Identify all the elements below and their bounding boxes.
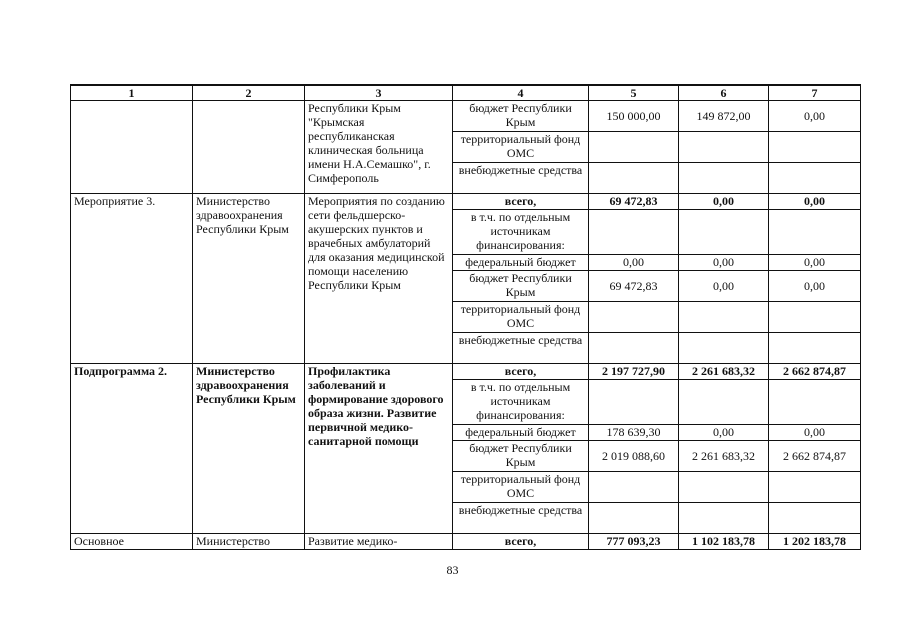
value-col7: [769, 503, 861, 534]
funding-source: территориальный фонд ОМС: [453, 302, 589, 333]
funding-source: внебюджетные средства: [453, 503, 589, 534]
block4-item-number: Основное: [71, 534, 193, 550]
value-col5: 69 472,83: [589, 271, 679, 302]
table-row: [71, 194, 861, 210]
value-col6: [679, 163, 769, 194]
value-col7: 0,00: [769, 271, 861, 302]
value-col7: [769, 210, 861, 255]
column-header-4: 4: [453, 85, 589, 101]
funding-source: федеральный бюджет: [453, 425, 589, 441]
value-col7: 0,00: [769, 194, 861, 210]
value-col7: [769, 132, 861, 163]
column-header-6: 6: [679, 85, 769, 101]
value-col7: [769, 380, 861, 425]
value-col7: [769, 163, 861, 194]
value-col5: [589, 302, 679, 333]
value-col6: [679, 132, 769, 163]
value-col5: 69 472,83: [589, 194, 679, 210]
block2-item-number: Мероприятие 3.: [71, 194, 193, 364]
value-col7: 2 662 874,87: [769, 441, 861, 472]
funding-source: территориальный фонд ОМС: [453, 132, 589, 163]
funding-source: бюджет Республики Крым: [453, 101, 589, 132]
value-col7: 0,00: [769, 101, 861, 132]
block4-item-name: Развитие медико-: [305, 534, 453, 550]
funding-source-total: всего,: [453, 194, 589, 210]
block1-col1: [71, 101, 193, 194]
page-number: 83: [446, 563, 459, 577]
block1-col2: [193, 101, 305, 194]
value-col7: 1 202 183,78: [769, 534, 861, 550]
funding-source: внебюджетные средства: [453, 163, 589, 194]
value-col5: 178 639,30: [589, 425, 679, 441]
block1-executor: Республики Крым "Крымская республиканская клиническая больница имени Н.А.Семашко", г. Симферополь: [305, 101, 453, 194]
column-header-7: 7: [769, 85, 861, 101]
funding-source: внебюджетные средства: [453, 333, 589, 364]
value-col5: [589, 333, 679, 364]
value-col6: [679, 333, 769, 364]
value-col5: 777 093,23: [589, 534, 679, 550]
value-col5: 0,00: [589, 255, 679, 271]
value-col5: 150 000,00: [589, 101, 679, 132]
column-header-5: 5: [589, 85, 679, 101]
program-financing-table: [70, 84, 861, 550]
funding-source: в т.ч. по отдельным источникам финансирования:: [453, 380, 589, 425]
value-col6: [679, 472, 769, 503]
value-col5: 2 197 727,90: [589, 364, 679, 380]
column-header-1: 1: [71, 85, 193, 101]
header-row: [71, 85, 861, 101]
table-row: [71, 101, 861, 132]
value-col5: [589, 132, 679, 163]
block3-subprogram-name: Профилактика заболеваний и формирование здорового образа жизни. Развитие первичной медико-санитарной помощи: [305, 364, 453, 534]
value-col6: 0,00: [679, 255, 769, 271]
value-col5: 2 019 088,60: [589, 441, 679, 472]
funding-source: в т.ч. по отдельным источникам финансирования:: [453, 210, 589, 255]
block3-responsible: Министерство здравоохранения Республики Крым: [193, 364, 305, 534]
value-col6: 0,00: [679, 425, 769, 441]
block2-responsible: Министерство здравоохранения Республики Крым: [193, 194, 305, 364]
value-col7: 0,00: [769, 255, 861, 271]
value-col7: 0,00: [769, 425, 861, 441]
value-col5: [589, 380, 679, 425]
value-col6: 2 261 683,32: [679, 441, 769, 472]
funding-source: бюджет Республики Крым: [453, 271, 589, 302]
funding-source: территориальный фонд ОМС: [453, 472, 589, 503]
value-col6: [679, 380, 769, 425]
table-row: [71, 364, 861, 380]
funding-source-total: всего,: [453, 364, 589, 380]
funding-source-total: всего,: [453, 534, 589, 550]
value-col7: [769, 472, 861, 503]
table-row: [71, 534, 861, 550]
funding-source: федеральный бюджет: [453, 255, 589, 271]
value-col5: [589, 210, 679, 255]
funding-source: бюджет Республики Крым: [453, 441, 589, 472]
value-col5: [589, 472, 679, 503]
column-header-2: 2: [193, 85, 305, 101]
block3-subprogram-number: Подпрограмма 2.: [71, 364, 193, 534]
value-col6: 1 102 183,78: [679, 534, 769, 550]
value-col6: 0,00: [679, 194, 769, 210]
value-col6: 149 872,00: [679, 101, 769, 132]
value-col5: [589, 503, 679, 534]
block2-measure-name: Мероприятия по созданию сети фельдшерско-акушерских пунктов и врачебных амбулаторий для оказания медицинской помощи населению Республики Крым: [305, 194, 453, 364]
value-col7: 2 662 874,87: [769, 364, 861, 380]
value-col6: [679, 503, 769, 534]
column-header-3: 3: [305, 85, 453, 101]
value-col7: [769, 333, 861, 364]
value-col7: [769, 302, 861, 333]
value-col6: [679, 302, 769, 333]
value-col6: 2 261 683,32: [679, 364, 769, 380]
value-col5: [589, 163, 679, 194]
value-col6: [679, 210, 769, 255]
block4-responsible: Министерство: [193, 534, 305, 550]
value-col6: 0,00: [679, 271, 769, 302]
